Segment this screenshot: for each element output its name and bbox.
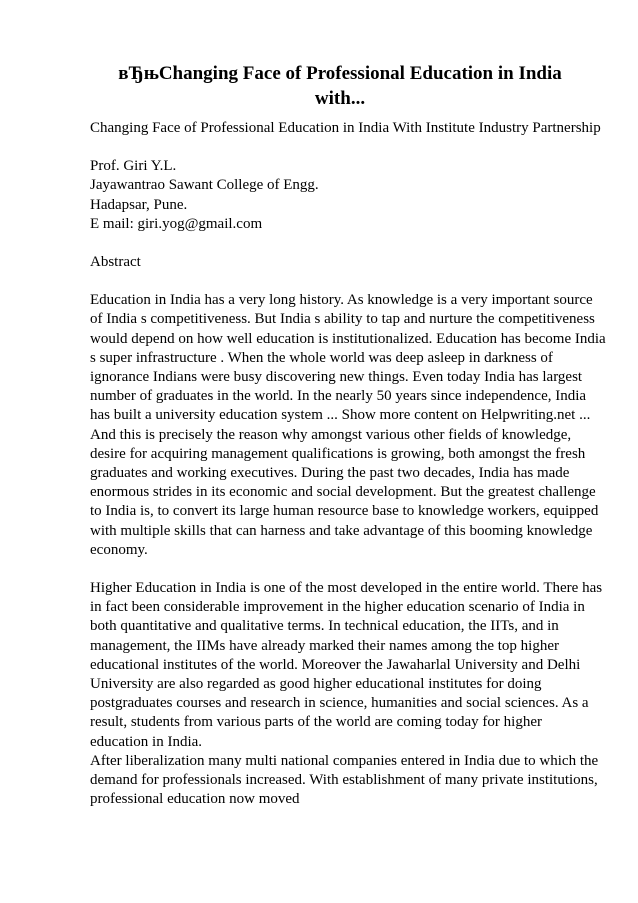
title-line: вЂњChanging Face of Professional Education in India xyxy=(118,63,562,84)
abstract-heading-text: Abstract xyxy=(90,254,141,271)
paragraph-line: in fact been considerable improvement in the higher education scenario of India in xyxy=(90,599,585,616)
paragraph-line: After liberalization many multi national companies entered in India due to which the xyxy=(90,752,599,769)
author-name: Prof. Giri Y.L. xyxy=(90,158,177,175)
paragraph-line: to India is, to convert its large human resource base to knowledge workers, equipped xyxy=(90,503,599,520)
paragraph-2 xyxy=(90,579,603,752)
paragraph-line: management, the IIMs have already marked their names among the top higher xyxy=(90,637,559,654)
paragraph-1 xyxy=(90,291,606,560)
author-email: E mail: giri.yog@gmail.com xyxy=(90,215,263,232)
paragraph-line: graduates and working executives. During the past two decades, India has made xyxy=(90,465,570,482)
title-line: with... xyxy=(314,88,366,109)
author-affiliation: Jayawantrao Sawant College of Engg. xyxy=(90,177,319,194)
author-block xyxy=(90,157,600,234)
spacer xyxy=(90,138,600,157)
spacer xyxy=(90,234,600,253)
subtitle-text: Changing Face of Professional Education in India With Institute Industry Partnership xyxy=(90,120,601,136)
paragraph-line: education in India. xyxy=(90,733,203,750)
paragraph-line: Higher Education in India is one of the most developed in the entire world. There has xyxy=(90,580,603,597)
abstract-heading xyxy=(90,253,600,272)
paragraph-line: of India s competitiveness. But India s ability to tap and nurture the competitiveness xyxy=(90,311,595,328)
document-body xyxy=(90,119,606,810)
paragraph-line: number of graduates in the world. In the nearly 50 years since independence, India xyxy=(90,388,587,405)
paragraph-line: s super infrastructure . When the whole world was deep asleep in darkness of xyxy=(90,349,553,366)
spacer xyxy=(90,272,600,291)
paragraph-line: desire for acquiring management qualifications is growing, both amongst the fresh xyxy=(90,445,586,462)
paragraph-line: postgraduates courses and research in science, humanities and social sciences. As a xyxy=(90,695,589,712)
paragraph-line: ignorance Indians were busy discovering new things. Even today India has largest xyxy=(90,369,583,386)
spacer xyxy=(90,560,600,579)
paragraph-line: would depend on how well education is institutionalized. Education has become India xyxy=(90,330,606,347)
author-location: Hadapsar, Pune. xyxy=(90,196,188,213)
paragraph-line: result, students from various parts of the world are coming today for higher xyxy=(90,714,542,731)
paragraph-line: enormous strides in its economic and social development. But the greatest challenge xyxy=(90,484,596,501)
subtitle-line xyxy=(90,119,600,138)
paragraph-line: And this is precisely the reason why amongst various other fields of knowledge, xyxy=(90,426,572,443)
paragraph-line: with multiple skills that can harness and take advantage of this booming knowledge xyxy=(90,522,593,539)
paragraph-line: University are also regarded as good higher educational institutes for doing xyxy=(90,676,542,693)
paragraph-line: both quantitative and qualitative terms. In technical education, the IITs, and in xyxy=(90,618,559,635)
paragraph-line: has built a university education system ... Show more content on Helpwriting.net ... xyxy=(90,407,591,424)
paragraph-line: educational institutes of the world. Moreover the Jawaharlal University and Delhi xyxy=(90,656,581,673)
paragraph-line: professional education now moved xyxy=(90,791,300,808)
paragraph-3 xyxy=(90,752,600,810)
paragraph-line: economy. xyxy=(90,541,148,558)
paragraph-line: demand for professionals increased. With establishment of many private institutions, xyxy=(90,772,598,789)
paragraph-line: Education in India has a very long history. As knowledge is a very important source xyxy=(90,292,593,309)
document-title xyxy=(90,61,590,111)
